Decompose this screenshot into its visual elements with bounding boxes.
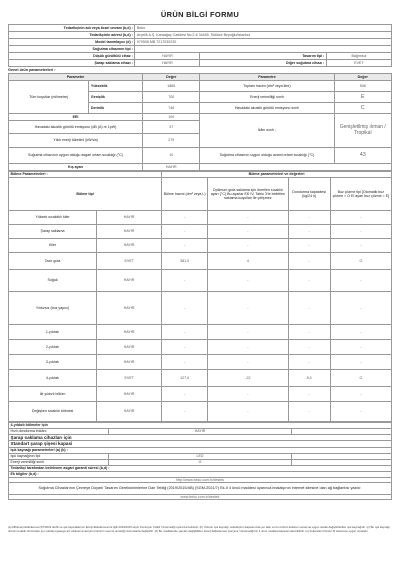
total-volume-label: Toplam hacim (dm³ veya litre) bbox=[200, 81, 334, 92]
supplier-address-label: Tedarikçinin adresi (b,d) : bbox=[9, 32, 135, 39]
fast-freeze-label: Hızlı dondurma imkânı bbox=[9, 429, 109, 435]
four-star-heading: 4-yıldızlı bölmeler için bbox=[9, 423, 392, 429]
compartment-temp: - bbox=[208, 211, 288, 225]
compartment-volume: - bbox=[162, 355, 208, 370]
compartment-volume-header: Bölme hacmi (dm³ veya L) bbox=[162, 178, 208, 211]
compartment-defrost: - bbox=[330, 402, 391, 422]
compartment-name: 2-yıldızlı bbox=[9, 340, 97, 355]
compartment-row bbox=[9, 211, 392, 225]
compartment-name: İki yıldızlı bölüm bbox=[9, 387, 97, 402]
compartment-freeze: - bbox=[288, 340, 330, 355]
climate-value: Genişletilmiş ılıman / Tropikal bbox=[334, 114, 391, 148]
compartment-freeze: - bbox=[288, 253, 330, 270]
low-noise-label: Düşük gürültülü cihaz : bbox=[9, 53, 135, 60]
compartment-present: HAYIR bbox=[97, 387, 162, 402]
supplier-table bbox=[8, 24, 392, 67]
compartment-type-header: Bölme tipi bbox=[9, 178, 162, 211]
compartment-temp: - bbox=[208, 387, 288, 402]
notice-url[interactable]: www.beko.com.tr/destek bbox=[9, 494, 392, 499]
compartment-row bbox=[9, 225, 392, 239]
compartment-defrost: - bbox=[330, 270, 391, 292]
compartment-temp: - bbox=[208, 239, 288, 253]
compartments-heading: Bölme Parametreleri : bbox=[9, 172, 162, 178]
compartment-row bbox=[9, 355, 392, 370]
compartment-row bbox=[9, 239, 392, 253]
other-appliance-label: Diğer soğutma cihazı : bbox=[200, 60, 326, 67]
compartment-row bbox=[9, 370, 392, 387]
supplier-name-value: Beko bbox=[135, 25, 392, 32]
compartment-defrost: - bbox=[330, 292, 391, 325]
compartment-defrost: - bbox=[330, 387, 391, 402]
appliance-type-label: Soğutma cihazının tipi : bbox=[9, 46, 135, 53]
compartment-temp: - bbox=[208, 402, 288, 422]
compartment-volume: - bbox=[162, 270, 208, 292]
eei-value: 100 bbox=[143, 114, 200, 121]
compartment-name: Değişken sıcaklık bölmesi bbox=[9, 402, 97, 422]
compartment-volume: 127,0 bbox=[162, 370, 208, 387]
compartment-volume: - bbox=[162, 292, 208, 325]
compartment-temp: - bbox=[208, 340, 288, 355]
total-volume-value: 508 bbox=[334, 81, 391, 92]
footnote: (a) AB Enerji Etiketlemesi 5/7/2019 tarihli ve ışık kaynaklarının Enerji Etiketlemesi ile ilgili 2019/2015 sayılı Komisyon Yetkili Yönetmeliği uyarınca belirlenir. (b) Ürünün ışık kaynağı, tedarikçinin kapsamında yer alan ve bu ürünün kullanım amacına uygun olarak değiştirilebilen ışık kaynağıdır. (c) Bu ışık kaynağı, ürünün tedarik zincirinden ayrı olarak piyasaya arz edilmek amacıyla ürünlerin mevcut olmadığı durumlarda değiştirilir. (d) Bu maddelerde yapılan değişiklikler, Enerji Etiketlemesi Çerçeve Yönetmeliği'nin 4 üncü maddesi kapsamında bildirilir. (e) Kullanılan birimler SI sistemine uygun olmalıdır. bbox=[8, 525, 391, 533]
energy-class-label: Enerji verimliliği sınıfı bbox=[200, 92, 334, 103]
width-label: Genişlik bbox=[89, 92, 143, 103]
wine-bottles-label: Standart şarap şişesi kapasi bbox=[9, 441, 392, 447]
compartment-freeze: - bbox=[288, 225, 330, 239]
max-temp-value: 43 bbox=[334, 148, 391, 164]
dimensions-label: Tüm boyutlar (milimetre) bbox=[9, 81, 89, 114]
compartment-present: HAYIR bbox=[97, 325, 162, 340]
light-type-label: Işık kaynağının tipi bbox=[9, 453, 109, 459]
compartment-freeze: - bbox=[288, 402, 330, 422]
height-value: 1865 bbox=[143, 81, 200, 92]
depth-label: Derinlik bbox=[89, 103, 143, 114]
compartment-temp: - bbox=[208, 270, 288, 292]
compartments-table bbox=[8, 171, 392, 422]
design-type-label: Tasarım tipi : bbox=[200, 53, 326, 60]
compartment-temp: -22 bbox=[208, 370, 288, 387]
general-params-heading: Genel ürün parametreleri : bbox=[8, 68, 56, 72]
eei-label: EEI bbox=[9, 114, 143, 121]
compartment-volume: - bbox=[162, 211, 208, 225]
freeze-capacity-header: Dondurma kapasitesi (kg/24 h) bbox=[288, 178, 330, 211]
compartment-present: HAYIR bbox=[97, 270, 162, 292]
annual-energy-value: 279 bbox=[143, 134, 200, 148]
compartment-present: EVET bbox=[97, 253, 162, 270]
depth-value: 746 bbox=[143, 103, 200, 114]
compartment-freeze: - bbox=[288, 325, 330, 340]
supplier-name-label: Tedarikçinin adı veya ticari unvanı (b,d) : bbox=[9, 25, 135, 32]
low-noise-value: HAYIR bbox=[135, 53, 200, 60]
compartment-freeze: - bbox=[288, 355, 330, 370]
compartment-present: HAYIR bbox=[97, 292, 162, 325]
max-temp-label: Soğutma cihazının uygun olduğu azami ortam sıcaklığı (°C) bbox=[200, 148, 334, 164]
compartment-defrost: - bbox=[330, 225, 391, 239]
winter-setting-value: HAYIR bbox=[143, 164, 200, 171]
compartment-temp: - bbox=[208, 355, 288, 370]
compartment-temp: - bbox=[208, 325, 288, 340]
compartment-freeze: - bbox=[288, 239, 330, 253]
compartment-defrost: O bbox=[330, 253, 391, 270]
compartment-present: HAYIR bbox=[97, 402, 162, 422]
compartment-freeze: - bbox=[288, 387, 330, 402]
compartment-temp-header: Optimum gıda saklama için önerilen sıcaklık ayarı (°C) Bu ayarlar EK IV, Tablo 3'te belirtilen saklama koşulları ile çelişmez bbox=[208, 178, 288, 211]
value-header-2: Değer bbox=[334, 74, 391, 81]
defrost-type-header: Buz çözme tipi [Otomatik buz çözme = O El ayarı buz çözme = E] bbox=[330, 178, 391, 211]
noise-emission-label: Havadaki akustik gürültü emisyonu (dB (A) re 1pW) bbox=[9, 121, 143, 134]
compartment-present: HAYIR bbox=[97, 355, 162, 370]
compartment-row bbox=[9, 292, 392, 325]
compartment-volume: - bbox=[162, 340, 208, 355]
light-class-value: G bbox=[108, 459, 292, 465]
compartment-defrost: - bbox=[330, 239, 391, 253]
compartment-freeze: - bbox=[288, 270, 330, 292]
annual-energy-label: Yıllık enerji tüketimi (kWh/a) bbox=[9, 134, 143, 148]
regulation-notice: Soğutma Cihazlarının Çevreye Duyarlı Tasarım Gereksinimlerine Dair Tebliğ (2019/2015/AB) (SGM-2021/7) Ek-II 4 üncü maddesi uyarınca imalatçının internet sitesine olan ağ bağlantısı yazılır. bbox=[9, 482, 392, 494]
compartment-freeze: - bbox=[288, 292, 330, 325]
compartment-temp: - bbox=[208, 292, 288, 325]
compartment-volume: - bbox=[162, 239, 208, 253]
compartment-row bbox=[9, 270, 392, 292]
compartment-name: 3-yıldızlı bbox=[9, 355, 97, 370]
supplier-address-value: Arçelik A.Ş. Karaağaç Caddesi No:2-6 34445, Sütlüce Beyoğlu/İstanbul bbox=[135, 32, 392, 39]
fast-freeze-value: HAYIR bbox=[108, 429, 292, 435]
light-type-value: LED bbox=[108, 453, 292, 459]
compartment-row bbox=[9, 253, 392, 270]
wine-appliance-label: Şarap saklama cihazı : bbox=[9, 60, 135, 67]
other-appliance-value: EVET bbox=[326, 60, 391, 67]
compartment-freeze: 8,0 bbox=[288, 370, 330, 387]
compartment-row bbox=[9, 387, 392, 402]
compartment-present: HAYIR bbox=[97, 211, 162, 225]
compartment-temp: - bbox=[208, 225, 288, 239]
noise-class-label: Havadaki akustik gürültü emisyonu sınıfı bbox=[200, 103, 334, 114]
compartment-name: Yıldızsız (buz yapıcı) bbox=[9, 292, 97, 325]
compartment-row bbox=[9, 325, 392, 340]
form-title: ÜRÜN BİLGİ FORMU bbox=[160, 10, 240, 19]
compartment-name: Kiler bbox=[9, 239, 97, 253]
compartment-name: Şarap saklama bbox=[9, 225, 97, 239]
width-value: 700 bbox=[143, 92, 200, 103]
energy-class-value: E bbox=[334, 92, 391, 103]
compartment-volume: - bbox=[162, 225, 208, 239]
compartments-group-header: Bölme parametreleri ve değerleri bbox=[162, 172, 392, 178]
param-header: Parametre bbox=[9, 74, 143, 81]
compartment-volume: - bbox=[162, 325, 208, 340]
compartment-defrost: O bbox=[330, 370, 391, 387]
wine-appliance-value: HAYIR bbox=[135, 60, 200, 67]
min-temp-value: 10 bbox=[143, 148, 200, 164]
compartment-name: 1-yıldızlı bbox=[9, 325, 97, 340]
model-label: Model tanımlayıcı (d) : bbox=[9, 39, 135, 46]
wine-heading: Şarap saklama cihazları için bbox=[9, 435, 392, 441]
compartment-defrost: - bbox=[330, 325, 391, 340]
product-info-form bbox=[8, 8, 392, 533]
support-url[interactable]: http://www.beko.com.tr/destek bbox=[9, 477, 392, 482]
compartment-present: HAYIR bbox=[97, 239, 162, 253]
light-heading: Işık kaynağı parametreleri (a) (b) : bbox=[9, 447, 392, 453]
compartment-present: HAYIR bbox=[97, 225, 162, 239]
compartment-name: 4-yıldızlı bbox=[9, 370, 97, 387]
compartment-row bbox=[9, 402, 392, 422]
compartment-volume: - bbox=[162, 387, 208, 402]
extra-info-label: Ek bilgiler (b,d) : bbox=[9, 471, 392, 477]
winter-setting-label: Kış ayarı bbox=[9, 164, 143, 171]
noise-emission-value: 37 bbox=[143, 121, 200, 134]
design-type-value: Bağımsız bbox=[326, 53, 391, 60]
compartment-freeze: - bbox=[288, 211, 330, 225]
compartment-row bbox=[9, 340, 392, 355]
model-value: 970508 MB 7217030230 bbox=[135, 39, 392, 46]
light-class-label: Enerji verimliliği sınıfı bbox=[9, 459, 109, 465]
compartment-defrost: - bbox=[330, 355, 391, 370]
climate-label: İklim sınıfı : bbox=[200, 114, 334, 148]
compartment-name: Taze gıda bbox=[9, 253, 97, 270]
value-header: Değer bbox=[143, 74, 200, 81]
compartment-present: EVET bbox=[97, 370, 162, 387]
noise-class-value: C bbox=[334, 103, 391, 114]
compartment-volume: - bbox=[162, 402, 208, 422]
compartment-present: HAYIR bbox=[97, 340, 162, 355]
height-label: Yükseklik bbox=[89, 81, 143, 92]
compartment-name: Yüksek sıcaklıklı kiler bbox=[9, 211, 97, 225]
lower-table bbox=[8, 422, 392, 500]
compartment-volume: 381,0 bbox=[162, 253, 208, 270]
warranty-label: Tedarikçi tarafından belirlenen asgari garanti süresi (b,d) : bbox=[9, 465, 392, 471]
compartment-temp: 4 bbox=[208, 253, 288, 270]
compartment-name: Soğuk bbox=[9, 270, 97, 292]
min-temp-label: Soğutma cihazının uygun olduğu asgari ortam sıcaklığı (°C) bbox=[9, 148, 143, 164]
general-params-table bbox=[8, 73, 392, 171]
param-header-2: Parametre bbox=[200, 74, 334, 81]
compartment-defrost: - bbox=[330, 211, 391, 225]
compartment-defrost: - bbox=[330, 340, 391, 355]
